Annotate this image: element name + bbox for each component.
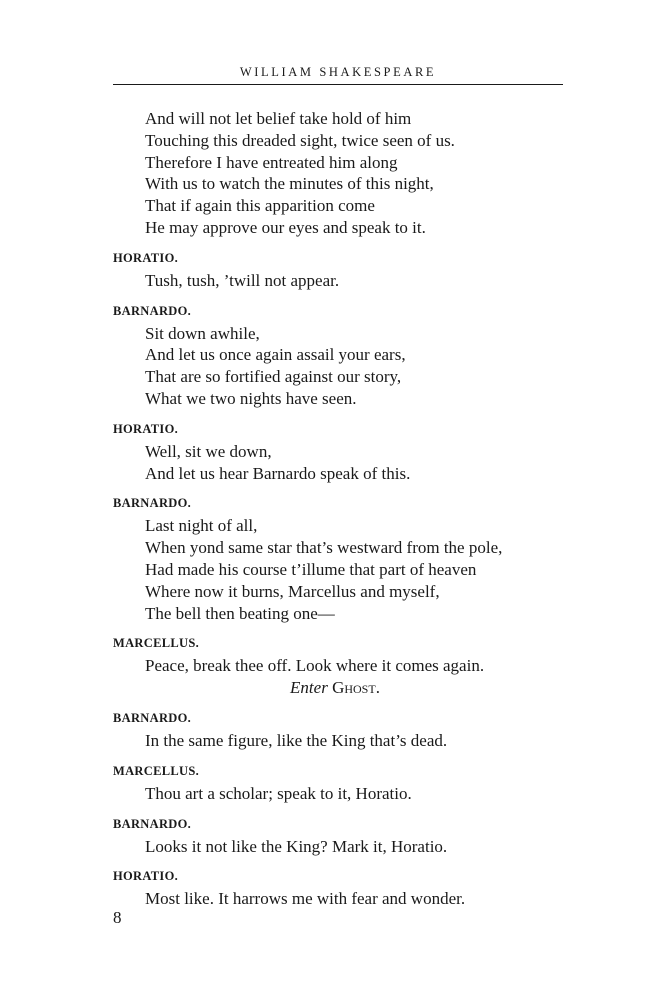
stage-direction bbox=[113, 677, 485, 699]
speech bbox=[113, 816, 593, 858]
speaker-name: HORATIO. bbox=[113, 250, 179, 265]
speaker-name: HORATIO. bbox=[113, 421, 179, 436]
opening-speech bbox=[113, 108, 593, 239]
verse-line: That are so fortified against our story, bbox=[145, 367, 402, 387]
speaker-name: BARNARDO. bbox=[113, 496, 192, 511]
speaker-name: MARCELLUS. bbox=[113, 763, 199, 778]
speaker-name: BARNARDO. bbox=[113, 303, 192, 318]
speech bbox=[113, 635, 593, 699]
speech bbox=[113, 250, 593, 292]
page-number: 8 bbox=[113, 908, 122, 927]
verse-line: Tush, tush, ’twill not appear. bbox=[145, 270, 340, 290]
speech bbox=[113, 495, 593, 624]
verse-line: And will not let belief take hold of him bbox=[145, 109, 412, 128]
stage-direction-period: . bbox=[375, 678, 380, 698]
speaker-name: BARNARDO. bbox=[113, 816, 192, 831]
play-text bbox=[113, 108, 593, 910]
verse-line: Peace, break thee off. Look where it comes again. bbox=[145, 656, 485, 676]
verse-line: When yond same star that’s westward from the pole, bbox=[145, 538, 503, 558]
speaker-name: MARCELLUS. bbox=[113, 636, 199, 651]
stage-direction-verb: Enter bbox=[290, 678, 328, 698]
verse-line: What we two nights have seen. bbox=[145, 388, 357, 408]
verse-line: And let us once again assail your ears, bbox=[145, 345, 406, 365]
verse-line: Looks it not like the King? Mark it, Horatio. bbox=[145, 836, 448, 856]
speech bbox=[113, 710, 593, 752]
verse-line: And let us hear Barnardo speak of this. bbox=[145, 463, 411, 483]
running-header: WILLIAM SHAKESPEARE bbox=[239, 65, 437, 79]
verse-line: Touching this dreaded sight, twice seen of us. bbox=[145, 130, 455, 150]
verse-line: That if again this apparition come bbox=[145, 196, 375, 216]
verse-line: Therefore I have entreated him along bbox=[145, 152, 398, 172]
stage-direction-character: Ghost bbox=[332, 678, 376, 698]
speaker-name: BARNARDO. bbox=[113, 710, 192, 725]
verse-line: He may approve our eyes and speak to it. bbox=[145, 217, 426, 237]
verse-line: With us to watch the minutes of this night, bbox=[145, 174, 434, 194]
verse-line: Where now it burns, Marcellus and myself, bbox=[145, 581, 440, 601]
verse-line: Most like. It harrows me with fear and wonder. bbox=[145, 889, 466, 909]
speech bbox=[113, 868, 593, 910]
verse-line: In the same figure, like the King that’s dead. bbox=[145, 730, 448, 750]
verse-line: The bell then beating one— bbox=[145, 603, 335, 623]
speaker-name: HORATIO. bbox=[113, 869, 179, 884]
verse-line: Thou art a scholar; speak to it, Horatio. bbox=[145, 783, 412, 803]
verse-line: Well, sit we down, bbox=[145, 441, 272, 461]
speech bbox=[113, 303, 593, 410]
verse-line: Had made his course t’illume that part of heaven bbox=[145, 559, 477, 579]
verse-line: Sit down awhile, bbox=[145, 323, 260, 343]
speech bbox=[113, 763, 593, 805]
header-rule bbox=[113, 84, 563, 85]
speech bbox=[113, 421, 593, 485]
verse-line: Last night of all, bbox=[145, 516, 258, 536]
